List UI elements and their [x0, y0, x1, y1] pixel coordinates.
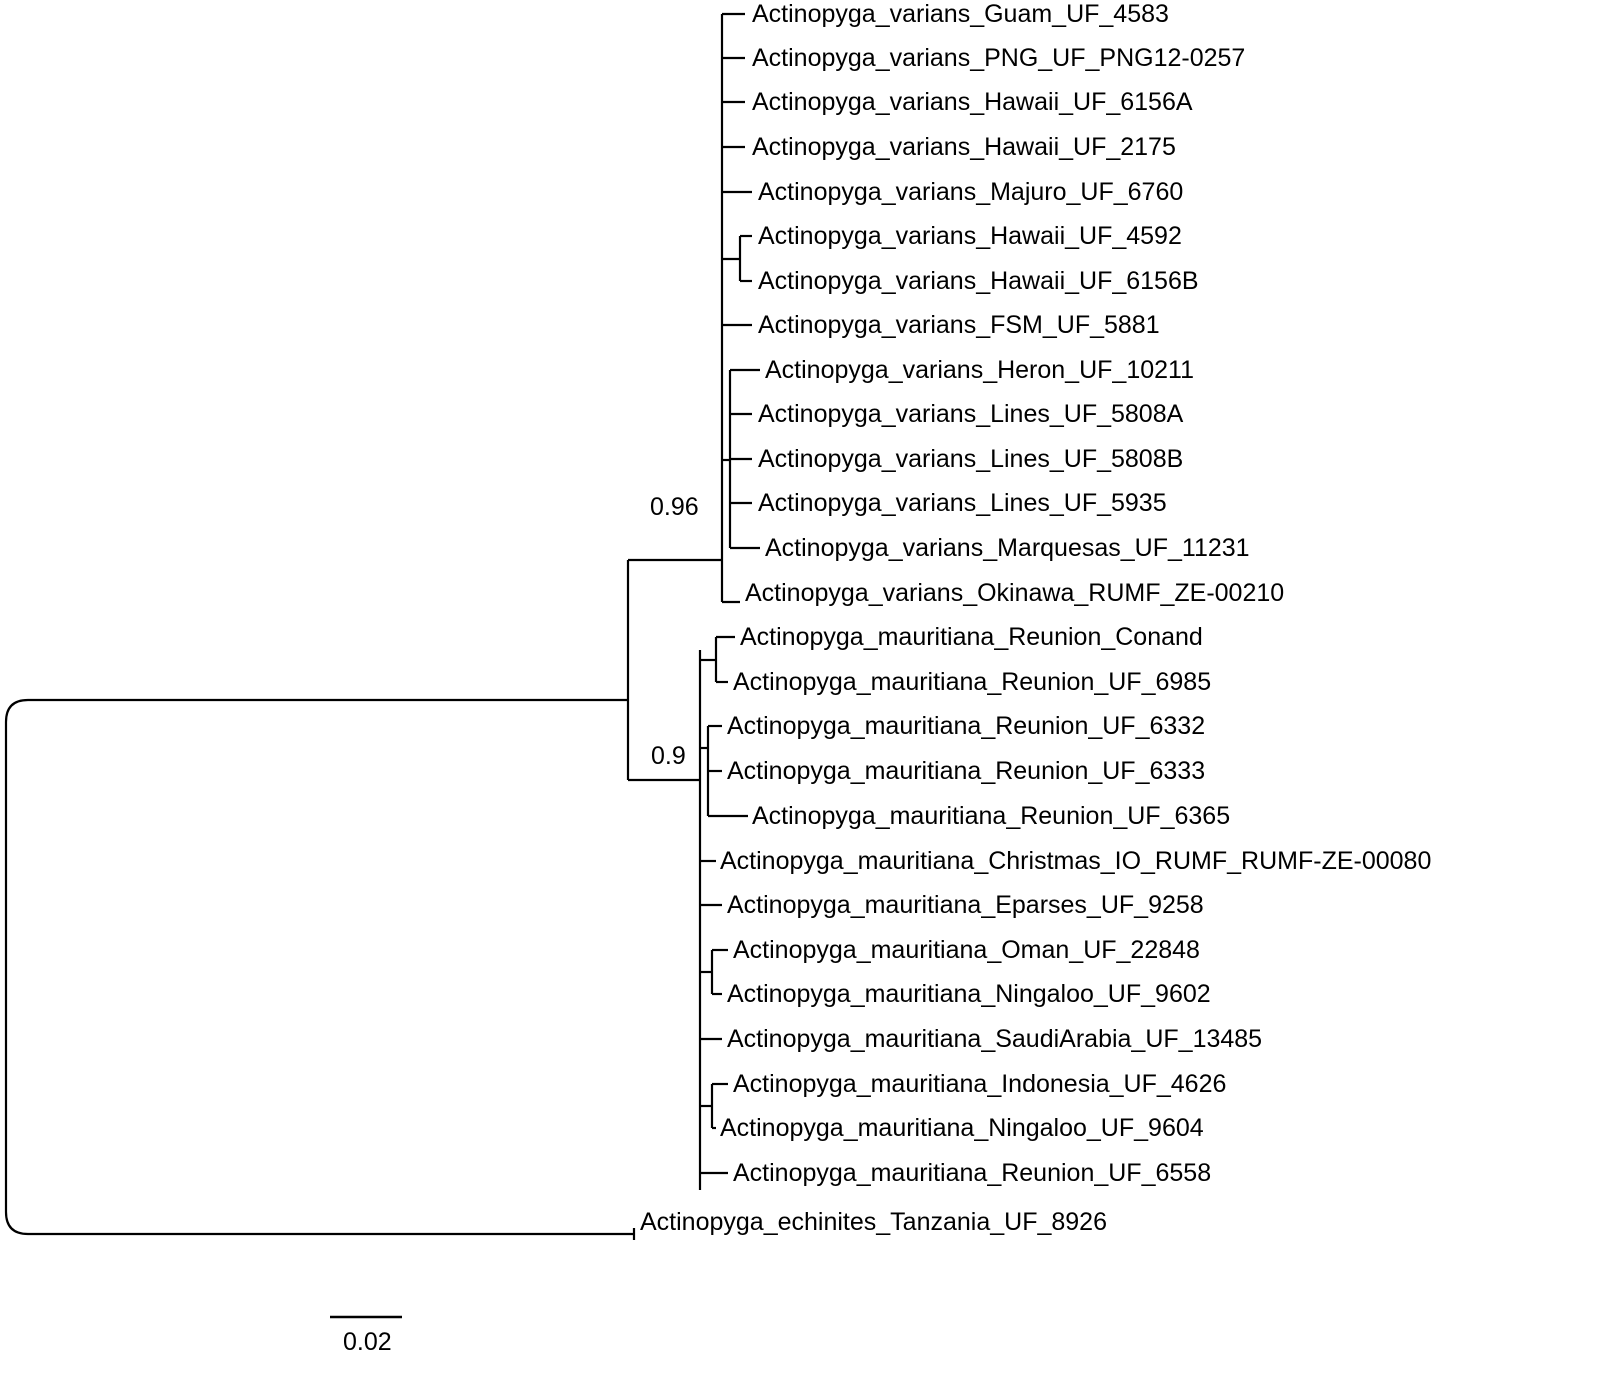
tip-label: Actinopyga_varians_Heron_UF_10211	[765, 356, 1194, 384]
tip-label: Actinopyga_varians_Hawaii_UF_6156A	[752, 88, 1193, 116]
tip-label: Actinopyga_varians_Lines_UF_5808A	[758, 400, 1184, 428]
tip-label: Actinopyga_varians_Marquesas_UF_11231	[765, 534, 1250, 562]
tip-label: Actinopyga_varians_Guam_UF_4583	[752, 0, 1169, 28]
tip-label: Actinopyga_varians_Hawaii_UF_2175	[752, 133, 1176, 161]
tip-label: Actinopyga_varians_Hawaii_UF_4592	[758, 222, 1182, 250]
tip-label: Actinopyga_varians_Hawaii_UF_6156B	[758, 267, 1199, 295]
tip-label: Actinopyga_mauritiana_Christmas_IO_RUMF_RUMF-ZE-00080	[720, 847, 1432, 875]
support-value-mauritiana: 0.9	[651, 742, 686, 770]
tip-label: Actinopyga_mauritiana_Reunion_UF_6332	[727, 712, 1206, 740]
tip-label: Actinopyga_varians_FSM_UF_5881	[758, 311, 1160, 339]
tip-label: Actinopyga_varians_Lines_UF_5935	[758, 489, 1167, 517]
support-value-varians: 0.96	[650, 493, 699, 521]
tip-label: Actinopyga_mauritiana_Eparses_UF_9258	[727, 891, 1204, 919]
tip-label: Actinopyga_mauritiana_Reunion_UF_6558	[733, 1159, 1212, 1187]
tip-label: Actinopyga_mauritiana_Reunion_UF_6985	[733, 668, 1212, 696]
tip-label: Actinopyga_mauritiana_Reunion_Conand	[740, 623, 1203, 651]
tip-label: Actinopyga_mauritiana_SaudiArabia_UF_13485	[727, 1025, 1263, 1053]
tip-label: Actinopyga_mauritiana_Indonesia_UF_4626	[733, 1070, 1227, 1098]
tip-label: Actinopyga_varians_Okinawa_RUMF_ZE-00210	[745, 579, 1285, 607]
tip-label: Actinopyga_mauritiana_Reunion_UF_6365	[752, 802, 1231, 830]
tip-label: Actinopyga_mauritiana_Oman_UF_22848	[733, 936, 1200, 964]
tip-label: Actinopyga_varians_Majuro_UF_6760	[758, 178, 1184, 206]
tip-label: Actinopyga_varians_PNG_UF_PNG12-0257	[752, 44, 1246, 72]
tip-label: Actinopyga_mauritiana_Ningaloo_UF_9602	[727, 980, 1211, 1008]
scale-bar-label: 0.02	[343, 1328, 392, 1356]
tip-label: Actinopyga_echinites_Tanzania_UF_8926	[640, 1208, 1107, 1236]
tip-label: Actinopyga_varians_Lines_UF_5808B	[758, 445, 1184, 473]
tip-label: Actinopyga_mauritiana_Reunion_UF_6333	[727, 757, 1206, 785]
tip-label: Actinopyga_mauritiana_Ningaloo_UF_9604	[720, 1114, 1204, 1142]
